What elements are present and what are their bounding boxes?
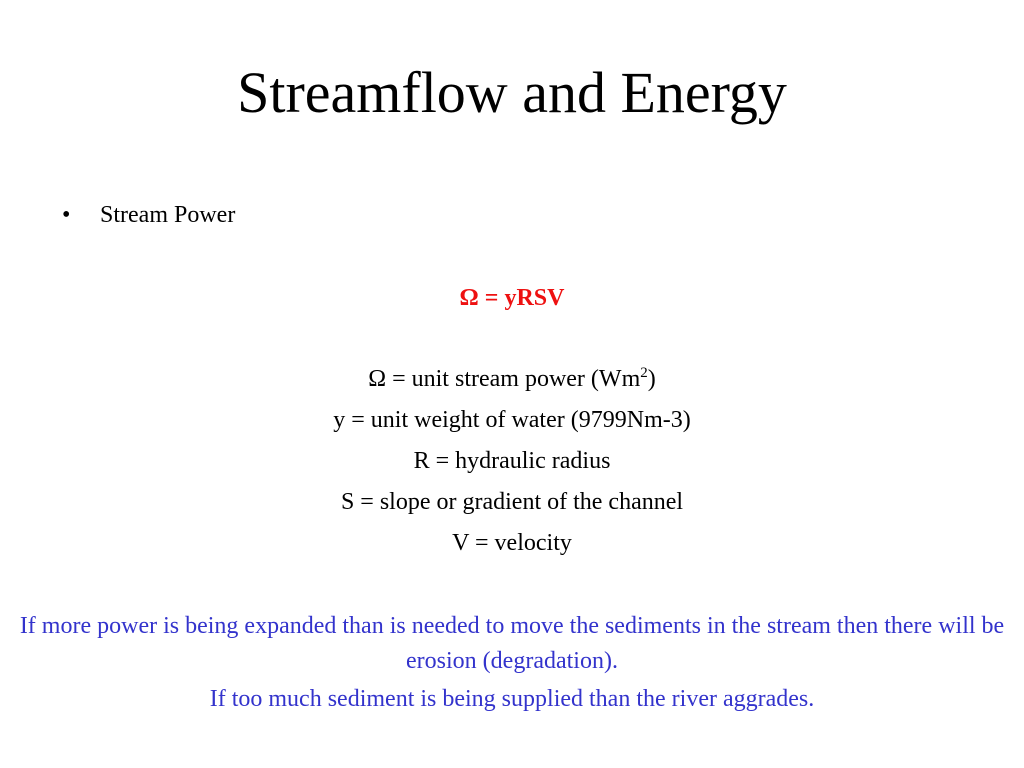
definition-y: y = unit weight of water (9799Nm-3) xyxy=(333,407,691,433)
definition-omega xyxy=(0,364,1024,405)
definition-tail: ) xyxy=(647,366,656,392)
definition-text: Ω = unit stream power (Wm xyxy=(368,366,641,392)
bullet-dot-icon: • xyxy=(62,202,71,228)
definition-s: S = slope or gradient of the channel xyxy=(340,489,684,515)
bullet-text: Stream Power xyxy=(100,202,236,228)
definition-r: R = hydraulic radius xyxy=(413,448,611,474)
superscript: 2 xyxy=(640,365,648,381)
definitions xyxy=(0,364,1024,569)
slide-title: Streamflow and Energy xyxy=(237,60,787,125)
note-aggradation: If too much sediment is being supplied than the river aggrades. xyxy=(209,686,815,712)
bullet-item xyxy=(62,200,235,230)
definition-v: V = velocity xyxy=(452,530,572,556)
note-erosion: If more power is being expanded than is needed to move the sediments in the stream then there will be erosion (degradation). xyxy=(19,613,1005,674)
formula: Ω = yRSV xyxy=(459,285,565,311)
